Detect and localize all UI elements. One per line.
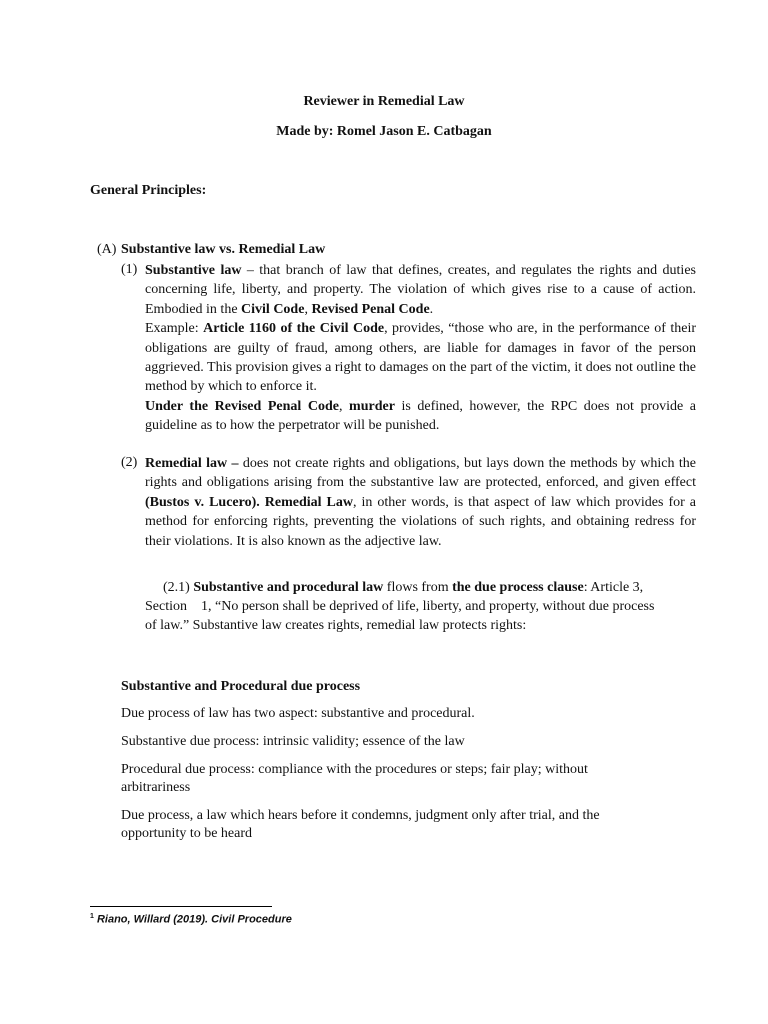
- section-a-heading: Substantive law vs. Remedial Law: [121, 242, 326, 257]
- item-2-paragraph: [145, 454, 696, 551]
- item-1-comma: ,: [304, 301, 312, 317]
- item-2-marker: (2): [121, 455, 138, 470]
- item-1-definition: – that branch of law that defines, creates, and regulates the rights and duties concerning life, liberty, and property. The violation of which gives rise to a cause of action. Embodied in the: [145, 263, 696, 317]
- item-2-text-2: , in other words, is that aspect of law which provides for a method for enforcing rights, preventing the violations of such rights, and obtaining redress for their violations. It is also known as the adjective law.: [145, 494, 696, 549]
- due-process-p2: Substantive due process: intrinsic validity; essence of the law: [121, 734, 465, 749]
- article-1160-ref: Article 1160 of the Civil Code: [203, 321, 385, 337]
- section-a-marker: (A): [97, 242, 117, 257]
- item-1-period: .: [429, 301, 434, 317]
- item-1-term: Substantive law: [145, 263, 242, 278]
- rpc-ref: Revised Penal Code: [311, 301, 430, 317]
- due-process-p3-line-2: arbitrariness: [121, 780, 191, 795]
- item-2-1-term: Substantive and procedural law: [193, 580, 384, 595]
- document-title: Reviewer in Remedial Law: [303, 94, 465, 109]
- item-2-1-marker: (2.1): [163, 580, 194, 595]
- civil-code-ref: Civil Code: [241, 301, 305, 317]
- due-process-p3-line-1: Procedural due process: compliance with the procedures or steps; fair play; without: [121, 762, 588, 777]
- murder-term: murder: [349, 398, 395, 414]
- item-2-1-line-2: Section 1, “No person shall be deprived of life, liberty, and property, without due process: [145, 599, 655, 614]
- rpc-rest-text: is defined, however, the RPC does not provide a guideline as to how the perpetrator will be punished.: [145, 398, 696, 434]
- item-2-1-line-1-rest: : Article 3,: [583, 580, 644, 595]
- footnote-marker: 1: [90, 913, 94, 920]
- footnote-divider: [90, 906, 272, 907]
- rpc-under-label: Under the Revised Penal Code: [145, 398, 339, 414]
- due-process-p4-line-1: Due process, a law which hears before it condemns, judgment only after trial, and the: [121, 808, 600, 823]
- item-1-paragraph: [145, 261, 696, 436]
- due-process-p1: Due process of law has two aspect: substantive and procedural.: [121, 706, 475, 721]
- item-1-marker: (1): [121, 262, 138, 277]
- footnote-text: Riano, Willard (2019). Civil Procedure: [96, 913, 292, 926]
- example-text: , provides, “those who are, in the performance of their obligations are guilty of fraud, among others, are liable for damages in favor of the person aggrieved. This provision gives a right to damages on the part of the victim, it does not outline the method by which to enforce it.: [145, 321, 696, 395]
- due-process-clause: the due process clause: [452, 580, 584, 595]
- item-2-1-mid: flows from: [383, 580, 453, 595]
- bustos-case-ref: (Bustos v. Lucero). Remedial Law: [145, 494, 353, 510]
- item-2-1-line-3: of law.” Substantive law creates rights, remedial law protects rights:: [145, 618, 527, 633]
- example-label: Example:: [145, 321, 204, 337]
- rpc-comma: ,: [338, 398, 350, 414]
- section-heading-general-principles: General Principles:: [90, 183, 207, 198]
- item-2-1-line-1: [163, 580, 643, 596]
- item-2-term: Remedial law –: [145, 456, 239, 471]
- footnote: [90, 913, 292, 926]
- document-author: Made by: Romel Jason E. Catbagan: [276, 124, 492, 139]
- due-process-p4-line-2: opportunity to be heard: [121, 826, 253, 841]
- item-2-text-1: does not create rights and obligations, but lays down the methods by which the rights and obligations arising from the substantive law are protected, enforced, and given effect: [145, 456, 697, 491]
- due-process-heading: Substantive and Procedural due process: [121, 679, 361, 694]
